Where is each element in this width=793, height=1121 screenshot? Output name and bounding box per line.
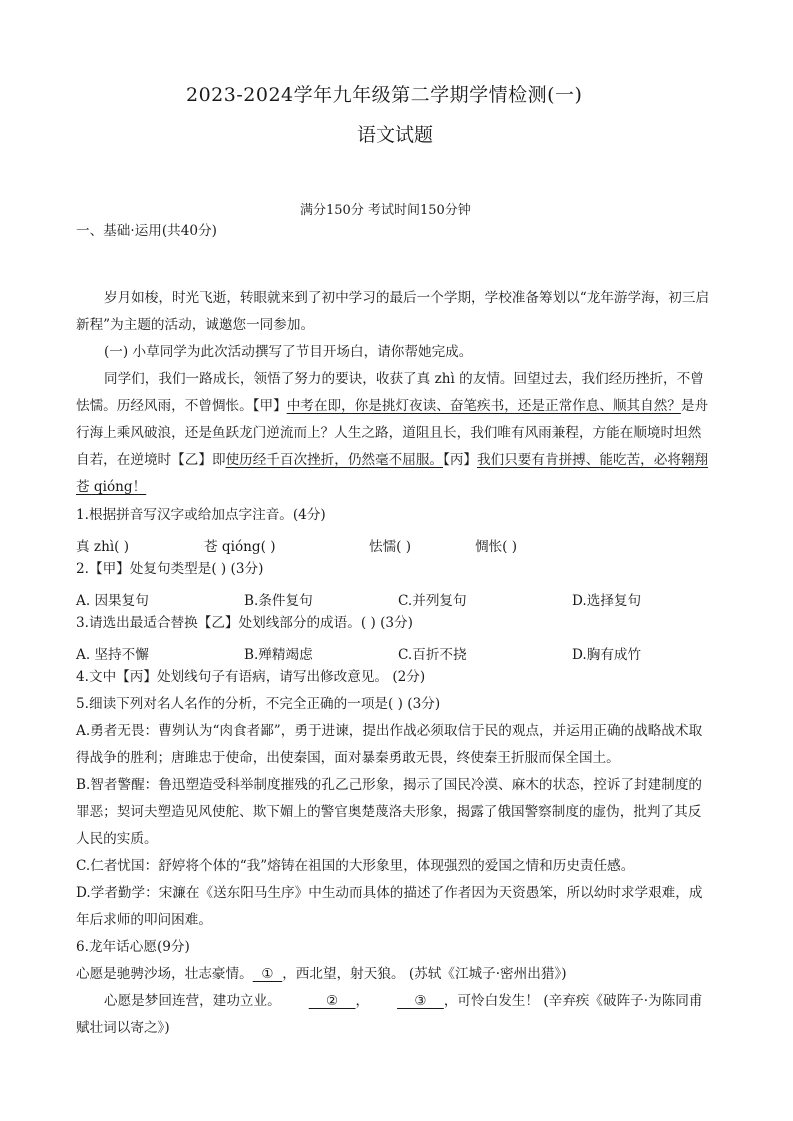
q6-line2-text: 心愿是梦回连营，建功立业。 — [104, 993, 281, 1009]
passage-text-3: 即 — [211, 452, 226, 468]
question-1: 1.根据拼音写汉字或给加点字注音。(4分) — [76, 507, 326, 523]
q2-option-c: C.并列复句 — [398, 593, 467, 609]
answer-blank-3[interactable]: ③ — [397, 993, 444, 1009]
underlined-jia: 中考在即，你是挑灯夜读、奋笔疾书，还是正常作息、顺其自然？ — [286, 398, 681, 414]
answer-blank-1[interactable]: ① — [252, 966, 283, 982]
q1-item-3: 怯懦( ) — [369, 539, 412, 555]
q1-item-1: 真 zhì( ) — [76, 539, 130, 555]
answer-blank-2[interactable]: ② — [308, 993, 356, 1009]
passage-text-2: 是舟行海上乘风破浪，还是鱼跃龙门逆流而上？人生之路，道阻且长，我们唯有风雨兼程，方能在顺境时坦然自若，在逆境时 — [76, 398, 709, 468]
q6-line-1 — [76, 961, 710, 988]
q2-option-b: B.条件复句 — [244, 593, 313, 609]
question-6: 6.龙年话心愿(9分) — [76, 939, 190, 955]
marker-bing: 【丙】 — [443, 452, 478, 468]
question-4: 4.文中【丙】处划线句子有语病，请写出修改意见。 (2分) — [76, 669, 426, 685]
passage-paragraph — [76, 366, 710, 501]
marker-jia: 【甲】 — [252, 398, 287, 414]
q5-option-a: A.勇者无畏：曹刿认为“肉食者鄙”，勇于进谏，提出作战必须取信于民的观点，并运用正确的战略战术取得战争的胜利；唐雎忠于使命，出使秦国，面对暴秦勇敢无畏，终使秦王折服而保全国土。 — [76, 723, 703, 766]
q3-option-d: D.胸有成竹 — [572, 647, 642, 663]
marker-yi: 【乙】 — [171, 452, 212, 468]
q5-option-b: B.智者警醒：鲁迅塑造受科举制度摧残的孔乙己形象，揭示了国民冷漠、麻木的状态，控诉了封建制度的罪恶；契诃夫塑造见风使舵、欺下媚上的警官奥楚蔑洛夫形象，揭露了俄国警察制度的虚伪，批判了其反人民的实质。 — [76, 777, 703, 847]
passage-text-1: 同学们，我们一路成长，领悟了努力的要诀，收获了真 zhì 的友情。回望过去，我们经历挫折，不曾怯懦。历经风雨，不曾惆怅。 — [76, 371, 704, 414]
q1-item-4: 惆怅( ) — [475, 539, 518, 555]
question-5: 5.细读下列对名人名作的分析，不完全正确的一项是( ) (3分) — [76, 696, 441, 712]
underlined-yi: 使历经千百次挫折，仍然毫不屈服。 — [225, 452, 444, 468]
q2-option-d: D.选择复句 — [572, 593, 642, 609]
q6-separator: ， — [355, 993, 370, 1009]
task-instruction: (一) 小草同学为此次活动撰写了节目开场白，请你帮她完成。 — [104, 344, 473, 360]
page-subtitle: 语文试题 — [357, 124, 434, 146]
q6-line-2 — [76, 988, 710, 1042]
q3-option-c: C.百折不挠 — [398, 647, 467, 663]
underlined-bing: 我们只要有肯拼搏、能吃苦，必将翱翔苍 qióng！ — [76, 452, 709, 495]
question-3: 3.请选出最适合替换【乙】处划线部分的成语。( ) (3分) — [76, 615, 413, 631]
q3-option-a: A. 坚持不懈 — [76, 647, 149, 663]
page-title: 2023-2024学年九年级第二学期学情检测(一) — [186, 84, 583, 106]
q6-line2-source: ，可怜白发生！ (辛弃疾《破阵子·为陈同甫赋壮词以寄之》) — [76, 993, 703, 1036]
q5-option-d: D.学者勤学：宋濂在《送东阳马生序》中生动而具体的描述了作者因为天资愚笨，所以幼时求学艰难，成年后求师的叩问困难。 — [76, 885, 703, 928]
question-2: 2.【甲】处复句类型是( ) (3分) — [76, 561, 264, 577]
q6-line1-text: 心愿是驰骋沙场，壮志豪情。 — [76, 966, 253, 982]
q2-option-a: A. 因果复句 — [76, 593, 149, 609]
q6-line1-source: ，西北望，射天狼。 (苏轼《江城子·密州出猎》) — [282, 966, 567, 982]
intro-paragraph: 岁月如梭，时光飞逝，转眼就来到了初中学习的最后一个学期，学校准备筹划以“龙年游学海，初三启新程”为主题的活动，诚邀您一同参加。 — [76, 290, 710, 333]
q1-item-2: 苍 qióng( ) — [204, 539, 276, 555]
exam-info: 满分150分 考试时间150分钟 — [300, 203, 471, 218]
q3-option-b: B.殚精竭虑 — [244, 647, 313, 663]
q5-option-c: C.仁者忧国：舒婷将个体的“我”熔铸在祖国的大形象里，体现强烈的爱国之情和历史责任感。 — [76, 858, 635, 874]
section-heading: 一、基础·运用(共40分) — [76, 223, 217, 239]
